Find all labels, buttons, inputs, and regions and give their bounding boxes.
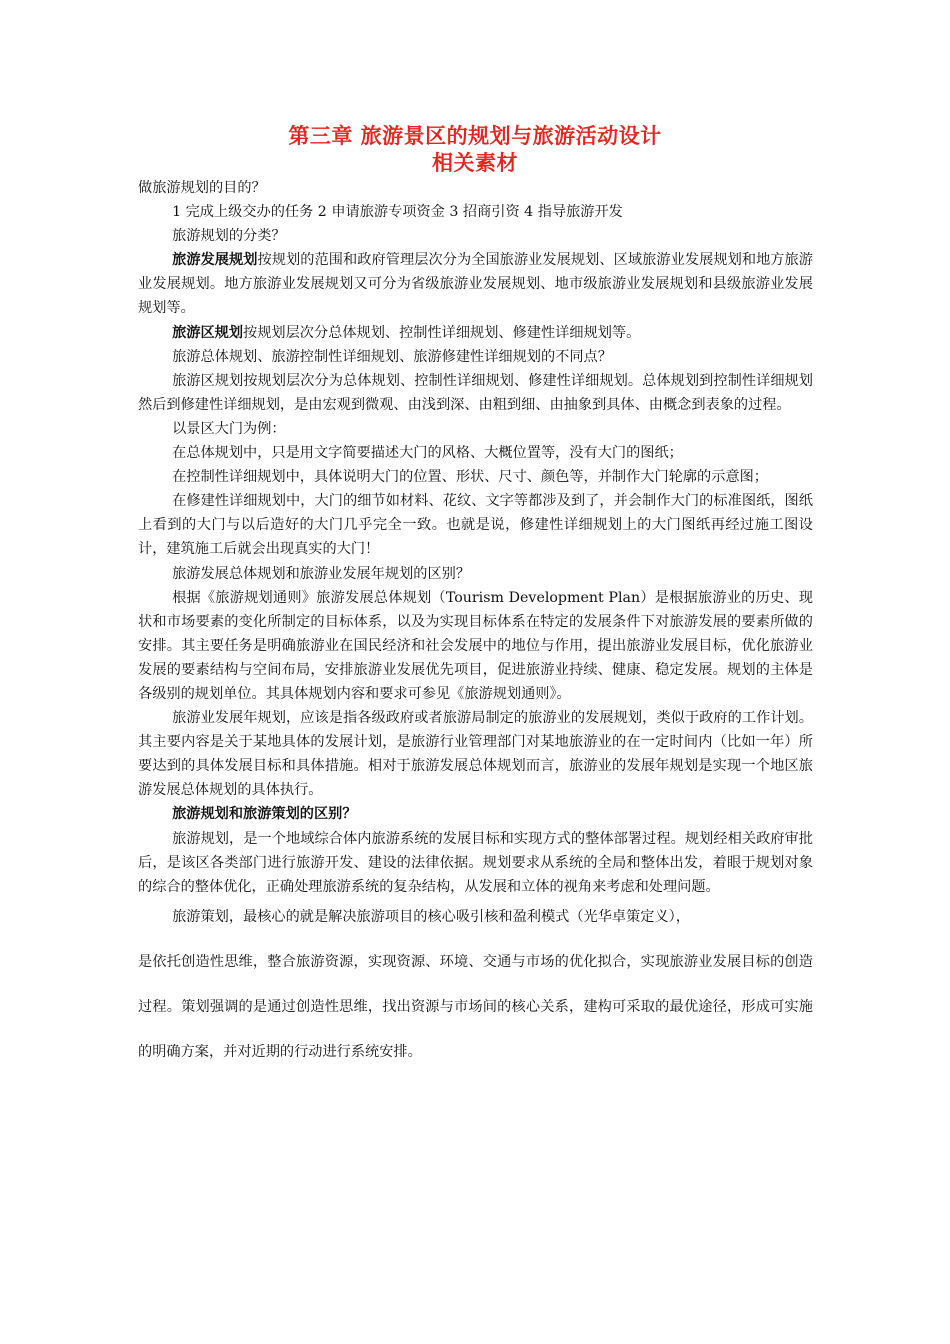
example-intro: 以景区大门为例： [172,420,286,437]
term-area-plan: 旅游区规划 [172,324,244,341]
example-control-plan: 在控制性详细规划中，具体说明大门的位置、形状、尺寸、颜色等，并制作大门轮廓的示意图； [172,469,768,486]
chapter-subtitle: 相关素材 [432,151,518,175]
term-dev-plan: 旅游发展规划 [172,252,258,269]
paragraph-annual-1: 根据《旅游规划通则》旅游发展总体规划（Tourism Development Plan）是根据旅游业的历史、现状和市场要素的变化所制定的目标体系，以及为实现目标体系在特定的发展条件下对旅游发展的要素所做的安排。其主要任务是明确旅游业在国民经济和社会发展中的地位与作用，提出旅游业发展目标，优化旅游业发展的要素结构与空间布局，安排旅游业发展优先项目，促进旅游业持续、健康、稳定发展。规划的主体是各级别的规划单位。其具体规划内容和要求可参见《旅游规划通则》。 [138,589,813,702]
paragraph-annual-2: 旅游业发展年规划，应该是指各级政府或者旅游局制定的旅游业的发展规划，类似于政府的工作计划。其主要内容是关于某地具体的发展计划，是旅游行业管理部门对某地旅游业的在一定时间内（比如一年）所要达到的具体发展目标和具体措施。相对于旅游发展总体规划而言，旅游业的发展年规划是实现一个地区旅游发展总体规划的具体执行。 [138,710,813,799]
area-plan-text: 按规划层次分总体规划、控制性详细规划、修建性详细规划等。 [243,324,641,341]
purpose-list: 1 完成上级交办的任务 2 申请旅游专项资金 3 招商引资 4 指导旅游开发 [172,204,623,221]
question-purpose: 做旅游规划的目的？ [138,180,266,196]
question-strategy: 旅游规划和旅游策划的区别？ [172,806,357,823]
chapter-title: 第三章 旅游景区的规划与旅游活动设计 [288,124,662,148]
document-body [138,176,813,1075]
dev-plan-text: 按规划的范围和政府管理层次分为全国旅游业发展规划、区域旅游业发展规划和地方旅游业发展规划。地方旅游业发展规划又可分为省级旅游业发展规划、地市级旅游业发展规划和县级旅游业发展规划等。 [138,252,813,317]
question-difference: 旅游总体规划、旅游控制性详细规划、旅游修建性详细规划的不同点？ [172,348,612,365]
paragraph-difference-answer: 旅游区规划按规划层次分为总体规划、控制性详细规划、修建性详细规划。总体规划到控制性详细规划然后到修建性详细规划，是由宏观到微观、由浅到深、由粗到细、由抽象到具体、由概念到表象的过程。 [138,372,813,413]
paragraph-area-plan [138,321,813,345]
example-master-plan: 在总体规划中，只是用文字简要描述大门的风格、大概位置等，没有大门的图纸； [172,445,683,462]
paragraph-strategy-1: 旅游规划，是一个地域综合体内旅游系统的发展目标和实现方式的整体部署过程。规划经相关政府审批后，是该区各类部门进行旅游开发、建设的法律依据。规划要求从系统的全局和整体出发，着眼于规划对象的综合的整体优化，正确处理旅游系统的复杂结构，从发展和立体的视角来考虑和处理问题。 [138,830,813,895]
paragraph-strategy-2-rest: 是依托创造性思维，整合旅游资源，实现资源、环境、交通与市场的优化拟合，实现旅游业发展目标的创造过程。策划强调的是通过创造性思维，找出资源与市场间的核心关系，建构可采取的最优途径，形成可实施的明确方案，并对近期的行动进行系统安排。 [138,953,813,1060]
example-construct-plan: 在修建性详细规划中，大门的细节如材料、花纹、文字等都涉及到了，并会制作大门的标准图纸，图纸上看到的大门与以后造好的大门几乎完全一致。也就是说，修建性详细规划上的大门图纸再经过施工图设计，建筑施工后就会出现真实的大门！ [138,493,813,558]
question-classification: 旅游规划的分类？ [172,228,286,245]
paragraph-dev-plan [138,248,813,320]
question-annual: 旅游发展总体规划和旅游业发展年规划的区别？ [172,565,471,582]
paragraph-strategy-2-first-line: 旅游策划，最核心的就是解决旅游项目的核心吸引核和盈利模式（光华卓策定义）， [172,908,690,925]
